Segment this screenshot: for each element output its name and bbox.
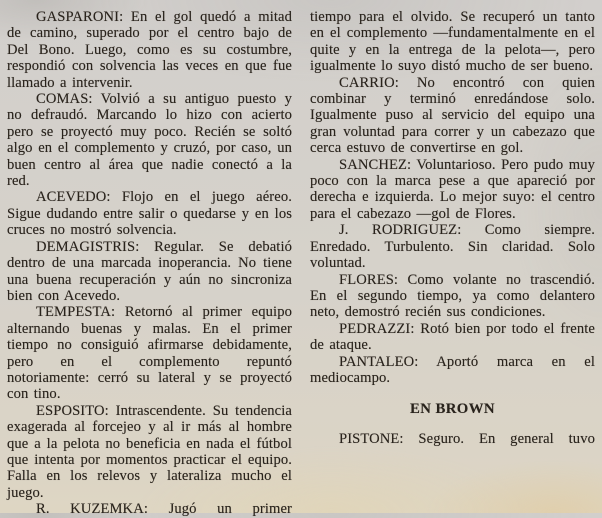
rating-comas: COMAS: Volvió a su antiguo puesto y no defraudó. Marcando lo hizo con acierto pero se proyectó muy poco. Recién se soltó algo en el complemento y cruzó, por caso, un buen centro al área que nadie conectó a la red. bbox=[7, 91, 292, 190]
rating-flores: FLORES: Como volante no trascendió. En el segundo tiempo, ya como delantero neto, demostró recién sus condiciones. bbox=[310, 271, 595, 321]
rating-demagistris: DEMAGISTRIS: Regular. Se debatió dentro de una marcada inoperancia. No tiene una buena recuperación y aún no sincroniza bien con Acevedo. bbox=[7, 238, 292, 304]
rating-gasparoni: GASPARONI: En el gol quedó a mitad de camino, superado por el centro bajo de Del Bono. Luego, como es su costumbre, respondió con solvencia las veces en que fue llamado a intervenir. bbox=[7, 9, 292, 91]
rating-kuzemka-continuation: tiempo para el olvido. Se recuperó un tanto en el complemento —fundamentalmente en el quite y en la entrega de la pelota—, pero igualmente lo suyo distó mucho de ser bueno. bbox=[310, 9, 595, 75]
rating-pantaleo: PANTALEO: Aportó marca en el mediocampo. bbox=[310, 353, 595, 386]
rating-acevedo: ACEVEDO: Flojo en el juego aéreo. Sigue dudando entre salir o quedarse y en los cruces no mostró solvencia. bbox=[7, 189, 292, 239]
rating-j-rodriguez: J. RODRIGUEZ: Como siempre. Enredado. Turbulento. Sin claridad. Solo voluntad. bbox=[310, 222, 595, 272]
rating-kuzemka: R. KUZEMKA: Jugó un primer bbox=[36, 501, 292, 518]
column-right-top bbox=[310, 9, 595, 386]
rating-tempesta: TEMPESTA: Retornó al primer equipo alternando buenas y malas. En el primer tiempo no consiguió afirmarse debidamente, pero en el complemento repuntó notoriamente: cerró su lateral y se proyectó con tino. bbox=[7, 304, 292, 403]
rating-esposito: ESPOSITO: Intrascendente. Su tendencia exagerada al forcejeo y al ir más al hombre que a la pelota no beneficia en nada el fútbol que intenta por momentos practicar el equipo. Falla en los relevos y lateraliza mucho el juego. bbox=[7, 402, 292, 501]
rating-carrio: CARRIO: No encontró con quien combinar y terminó enredándose solo. Igualmente puso al servicio del equipo una gran voluntad para correr y un cabezazo que cerca estuvo de convertirse en gol. bbox=[310, 74, 595, 157]
rating-pistone: PISTONE: Seguro. En general tuvo bbox=[339, 431, 595, 448]
rating-pedrazzi: PEDRAZZI: Rotó bien por todo el frente de ataque. bbox=[310, 320, 595, 354]
column-left bbox=[7, 9, 292, 518]
column-right-bottom bbox=[310, 431, 595, 447]
rating-sanchez: SANCHEZ: Voluntarioso. Pero pudo muy poco con la marca pese a que apareció por derecha e izquierda. Lo mejor suyo: el centro para el cabezazo —gol de Flores. bbox=[310, 156, 595, 222]
section-heading-en-brown: EN BROWN bbox=[409, 401, 495, 418]
column-right bbox=[310, 9, 595, 513]
